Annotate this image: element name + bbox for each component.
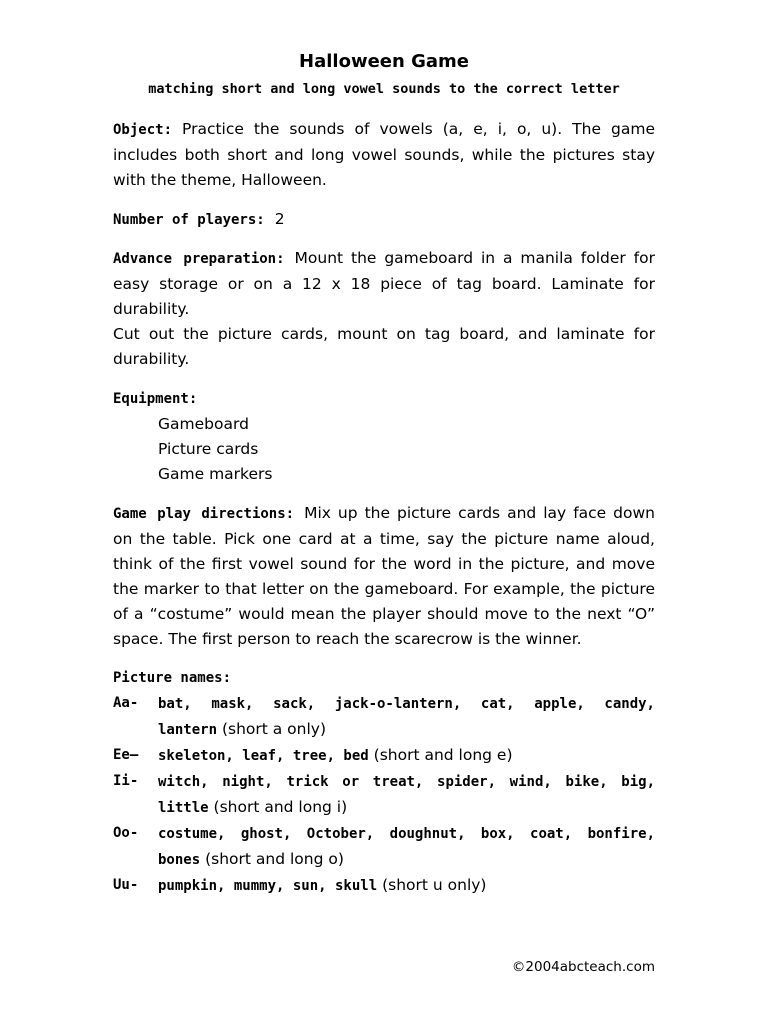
list-item bbox=[113, 873, 655, 899]
list-item bbox=[113, 743, 655, 769]
vowel-words: bat, mask, sack, jack-o-lantern, cat, apple, candy, lantern bbox=[158, 696, 655, 738]
vowel-note: (short and long e) bbox=[373, 746, 513, 764]
copyright-footer: ©2004abcteach.com bbox=[511, 959, 655, 975]
vowel-note: (short and long i) bbox=[213, 798, 348, 816]
page-title: Halloween Game bbox=[299, 51, 469, 72]
vowel-words: pumpkin, mummy, sun, skull bbox=[158, 878, 378, 894]
advance-text: Mount the gameboard in a manila folder for easy storage or on a 12 x 18 piece of tag board. Laminate for durability. bbox=[113, 249, 655, 318]
vowel-note: (short a only) bbox=[221, 720, 327, 738]
vowel-words: witch, night, trick or treat, spider, wind, bike, big, little bbox=[158, 774, 655, 816]
vowel-letter: Uu- bbox=[113, 877, 139, 893]
equipment-item: Picture cards bbox=[158, 440, 259, 458]
vowel-words: costume, ghost, October, doughnut, box, coat, bonfire, bones bbox=[158, 826, 655, 868]
equipment-label: Equipment: bbox=[113, 391, 198, 407]
players-value: 2 bbox=[274, 210, 285, 228]
players-label: Number of players: bbox=[113, 212, 265, 228]
advance-text-2: Cut out the picture cards, mount on tag board, and laminate for durability. bbox=[113, 325, 655, 368]
picture-names-section bbox=[113, 665, 655, 899]
list-item bbox=[113, 691, 655, 743]
object-label: Object: bbox=[113, 122, 173, 138]
document-page bbox=[113, 52, 655, 899]
vowel-letter: Ii- bbox=[113, 773, 139, 789]
equipment-section bbox=[113, 386, 655, 487]
list-item bbox=[113, 821, 655, 873]
equipment-item: Gameboard bbox=[158, 415, 249, 433]
object-section bbox=[113, 117, 655, 193]
vowel-note: (short and long o) bbox=[205, 850, 344, 868]
equipment-item: Game markers bbox=[158, 465, 273, 483]
vowel-letter: Oo- bbox=[113, 825, 139, 841]
vowel-words: skeleton, leaf, tree, bed bbox=[158, 748, 369, 764]
object-text: Practice the sounds of vowels (a, e, i, o, u). The game includes both short and long vowel sounds, while the pictures stay with the theme, Halloween. bbox=[113, 120, 655, 189]
players-section bbox=[113, 207, 655, 233]
list-item bbox=[113, 769, 655, 821]
vowel-letter: Ee– bbox=[113, 747, 139, 763]
vowel-note: (short u only) bbox=[382, 876, 487, 894]
page-subtitle: matching short and long vowel sounds to the correct letter bbox=[148, 81, 620, 97]
advance-label: Advance preparation: bbox=[113, 251, 285, 267]
advance-section bbox=[113, 246, 655, 372]
gameplay-section bbox=[113, 501, 655, 652]
picture-names-label: Picture names: bbox=[113, 670, 232, 686]
vowel-letter: Aa- bbox=[113, 695, 139, 711]
gameplay-text: Mix up the picture cards and lay face down on the table. Pick one card at a time, say the picture name aloud, think of the first vowel sound for the word in the picture, and move the marker to that letter on the gameboard. For example, the picture of a “costume” would mean the player should move to the next “O” space. The first person to reach the scarecrow is the winner. bbox=[113, 504, 655, 648]
gameplay-label: Game play directions: bbox=[113, 506, 295, 522]
